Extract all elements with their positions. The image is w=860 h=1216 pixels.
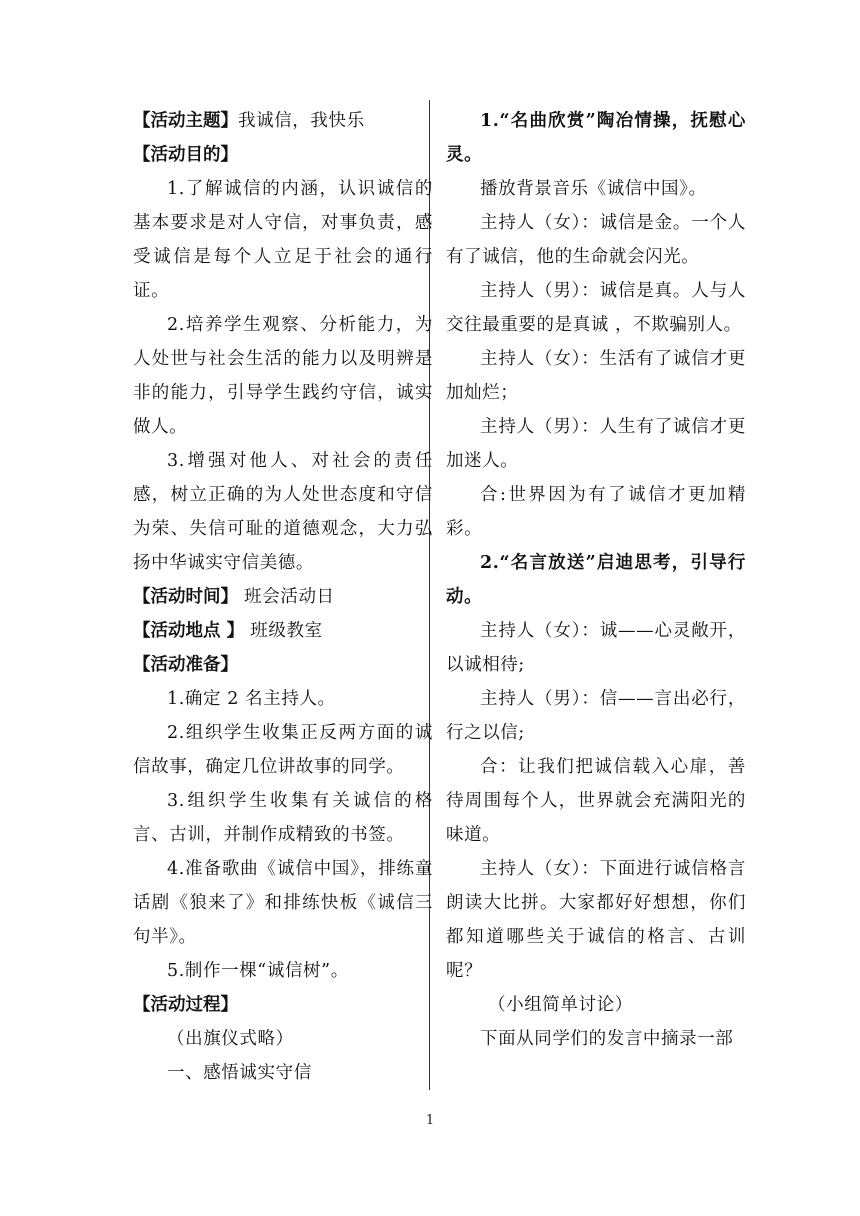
purpose-item-1: 1.了解诚信的内涵，认识诚信的基本要求是对人守信，对事负责，感受诚信是每个人立足于社会的通行证。 xyxy=(133,179,433,301)
theme-label: 【活动主题】 xyxy=(133,111,238,131)
prep-item-3: 3.组织学生收集有关诚信的格言、古训，并制作成精致的书签。 xyxy=(133,791,433,845)
section-2-para-3: 合：让我们把诚信载入心扉，善待周围每个人，世界就会充满阳光的味道。 xyxy=(446,757,746,845)
section-2-para-2: 主持人（男）：信——言出必行，行之以信; xyxy=(446,689,746,743)
right-column xyxy=(446,104,746,1056)
time-label: 【活动时间】 xyxy=(133,587,238,607)
section-2-para-6: 下面从同学们的发言中摘录一部 xyxy=(480,1029,734,1049)
theme-line xyxy=(133,104,433,138)
section-1-para-6: 合:世界因为有了诚信才更加精彩。 xyxy=(446,485,746,539)
process-heading xyxy=(133,988,433,1022)
purpose-item-3: 3.增强对他人、对社会的责任感，树立正确的为人处世态度和守信为荣、失信可耻的道德观念，大力弘扬中华诚实守信美德。 xyxy=(133,451,433,573)
section-2-para-1: 主持人（女）：诚——心灵敞开，以诚相待; xyxy=(446,621,746,675)
purpose-heading xyxy=(133,138,433,172)
section-1-title: 1.“名曲欣赏”陶冶情操，抚慰心灵。 xyxy=(446,111,746,165)
section-1-para-1: 播放背景音乐《诚信中国》。 xyxy=(480,179,707,199)
place-line xyxy=(133,614,433,648)
prep-item-2: 2.组织学生收集正反两方面的诚信故事，确定几位讲故事的同学。 xyxy=(133,723,433,777)
process-label: 【活动过程】 xyxy=(133,995,238,1015)
place-label: 【活动地点 】 xyxy=(133,621,245,641)
section-2-para-5: （小组简单讨论） xyxy=(488,995,633,1015)
theme-value: 我诚信，我快乐 xyxy=(238,111,365,131)
prep-heading xyxy=(133,648,433,682)
section-1-para-5: 主持人（男）：人生有了诚信才更加迷人。 xyxy=(446,417,746,471)
section-2-title: 2.“名言放送”启迪思考，引导行动。 xyxy=(446,553,746,607)
process-item-2: 一、感悟诚实守信 xyxy=(167,1063,312,1083)
prep-item-4: 4.准备歌曲《诚信中国》，排练童话剧《狼来了》和排练快板《诚信三句半》。 xyxy=(133,859,433,947)
section-1-para-3: 主持人（男）：诚信是真。人与人交往最重要的是真诚 ，不欺骗别人。 xyxy=(446,281,746,335)
left-column xyxy=(133,104,433,1090)
process-item-1: （出旗仪式略） xyxy=(167,1029,294,1049)
prep-item-1: 1.确定 2 名主持人。 xyxy=(167,689,336,709)
page-number: 1 xyxy=(425,1113,435,1128)
place-value: 班级教室 xyxy=(244,621,323,641)
section-1-para-4: 主持人（女）：生活有了诚信才更加灿烂； xyxy=(446,349,746,403)
purpose-label: 【活动目的】 xyxy=(133,145,238,165)
section-2-para-4: 主持人（女）：下面进行诚信格言朗读大比拼。大家都好好想想，你们都知道哪些关于诚信的格言、古训呢？ xyxy=(446,859,746,981)
prep-item-5: 5.制作一棵“诚信树”。 xyxy=(167,961,349,981)
section-1-para-2: 主持人（女）：诚信是金。一个人有了诚信，他的生命就会闪光。 xyxy=(446,213,746,267)
prep-label: 【活动准备】 xyxy=(133,655,238,675)
time-value: 班会活动日 xyxy=(238,587,335,607)
time-line xyxy=(133,580,433,614)
purpose-item-2: 2.培养学生观察、分析能力，为人处世与社会生活的能力以及明辨是非的能力，引导学生践约守信，诚实做人。 xyxy=(133,315,433,437)
